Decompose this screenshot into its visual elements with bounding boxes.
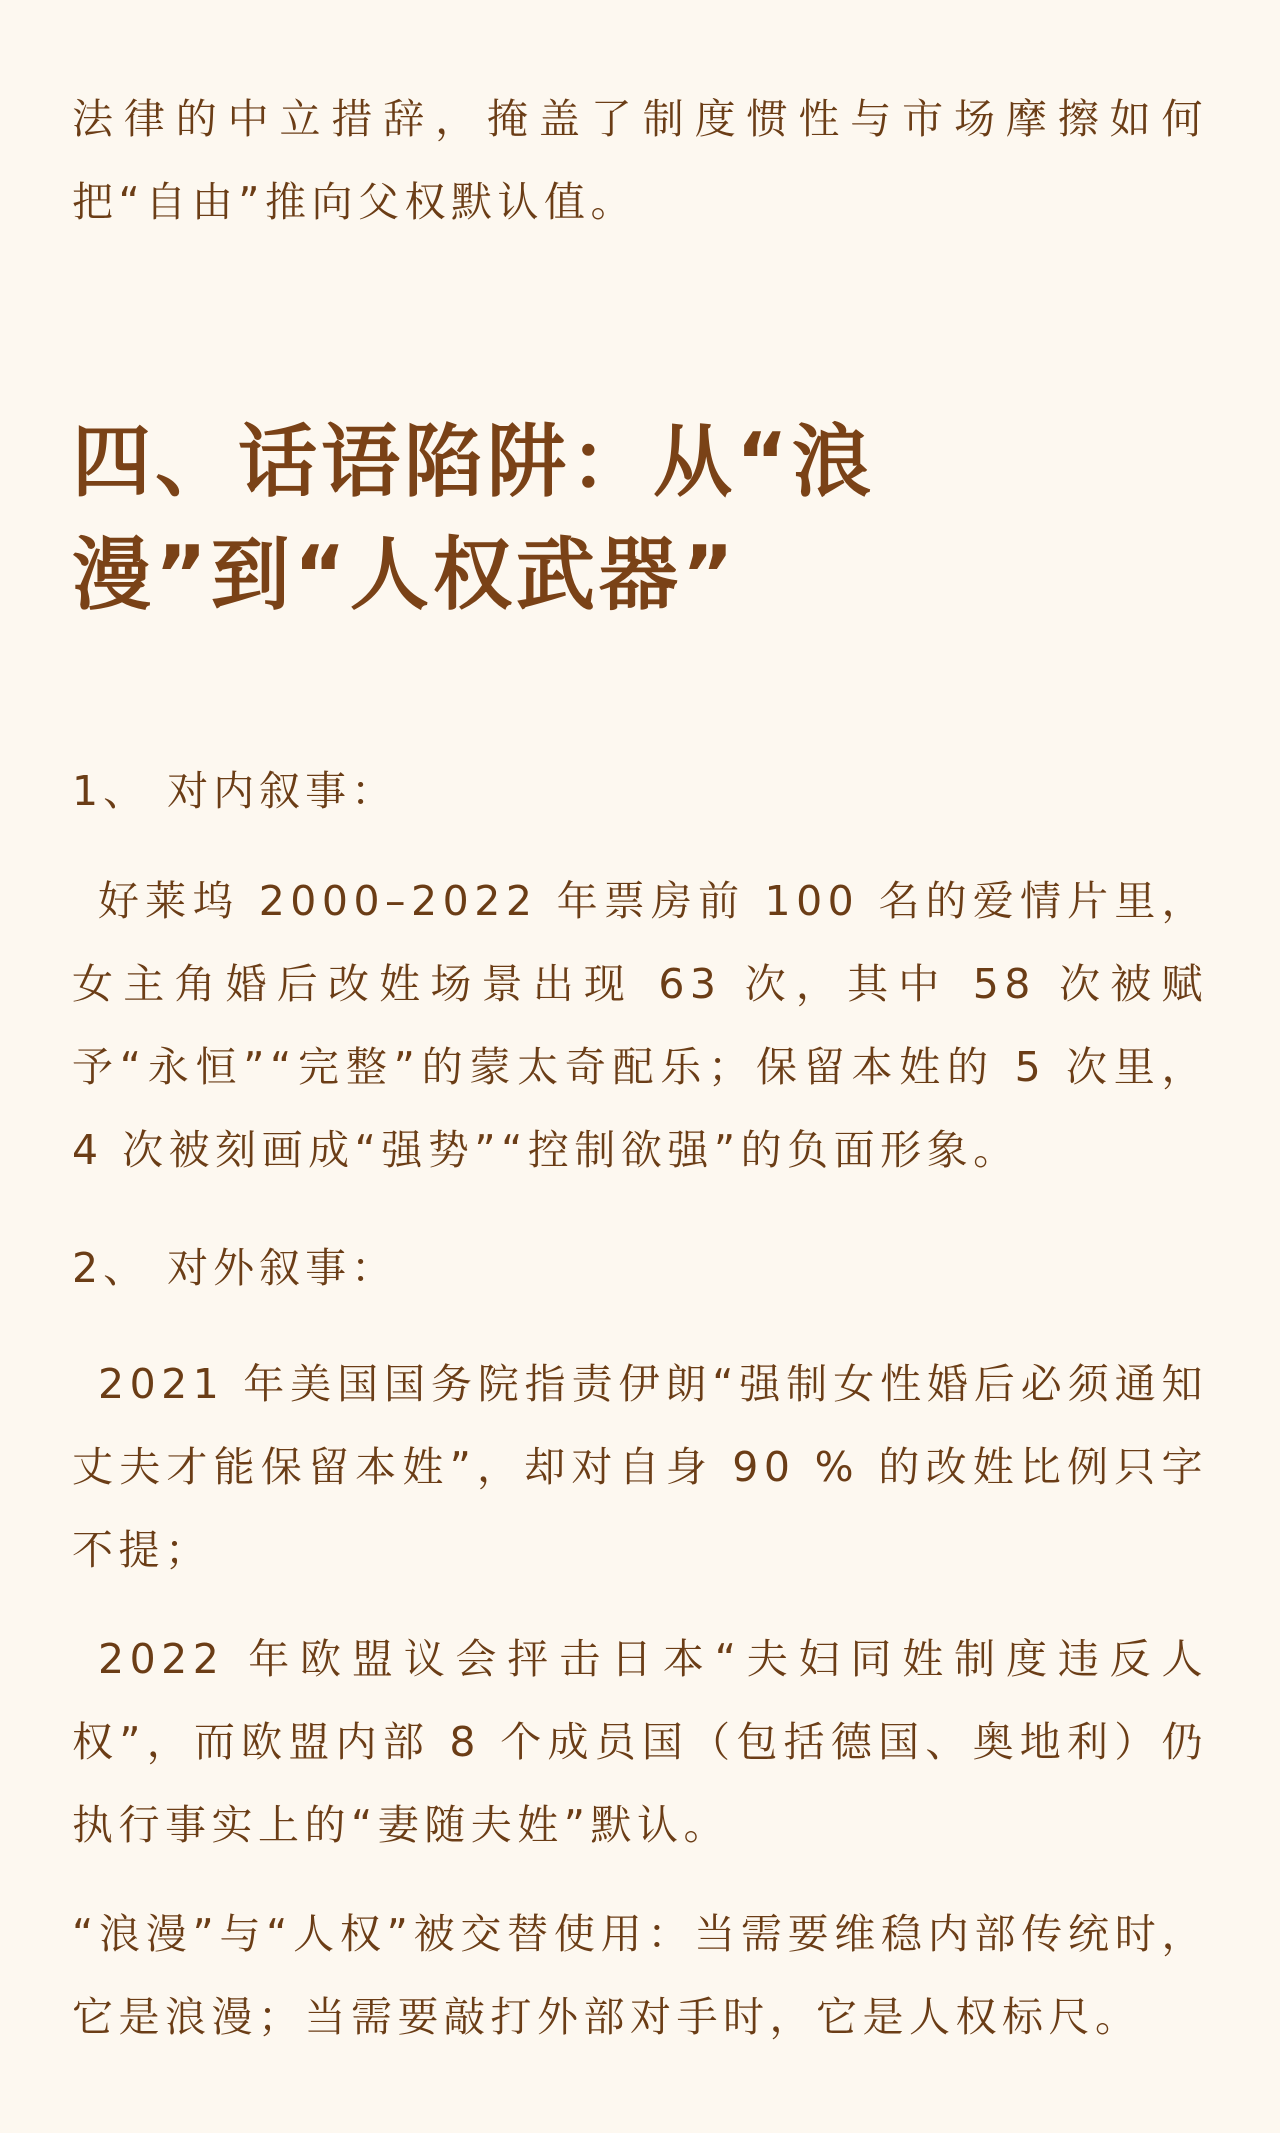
internal-narrative-label: 1、 对内叙事： [72,767,398,815]
external-narrative-label: 2、 对外叙事： [72,1244,398,1292]
external-narrative-paragraph-1: 2021 年美国国务院指责伊朗“强制女性婚后必须通知丈夫才能保留本姓”，却对自身 90 % 的改姓比例只字不提； [72,1360,1208,1574]
conclusion-paragraph: “浪漫”与“人权”被交替使用：当需要维稳内部传统时，它是浪漫；当需要敲打外部对手时，它是人权标尺。 [72,1910,1208,2041]
external-narrative-paragraph-2: 2022 年欧盟议会抨击日本“夫妇同姓制度违反人权”，而欧盟内部 8 个成员国（包括德国、奥地利）仍执行事实上的“妻随夫姓”默认。 [72,1635,1208,1849]
internal-narrative-paragraph: 好莱坞 2000–2022 年票房前 100 名的爱情片里，女主角婚后改姓场景出现 63 次，其中 58 次被赋予“永恒”“完整”的蒙太奇配乐；保留本姓的 5 次里，4 次被刻画成“强势”“控制欲强”的负面形象。 [72,877,1208,1174]
section-heading: 四、话语陷阱：从“浪漫”到“人权武器” [72,416,875,621]
intro-paragraph: 法律的中立措辞，掩盖了制度惯性与市场摩擦如何把“自由”推向父权默认值。 [72,95,1208,226]
